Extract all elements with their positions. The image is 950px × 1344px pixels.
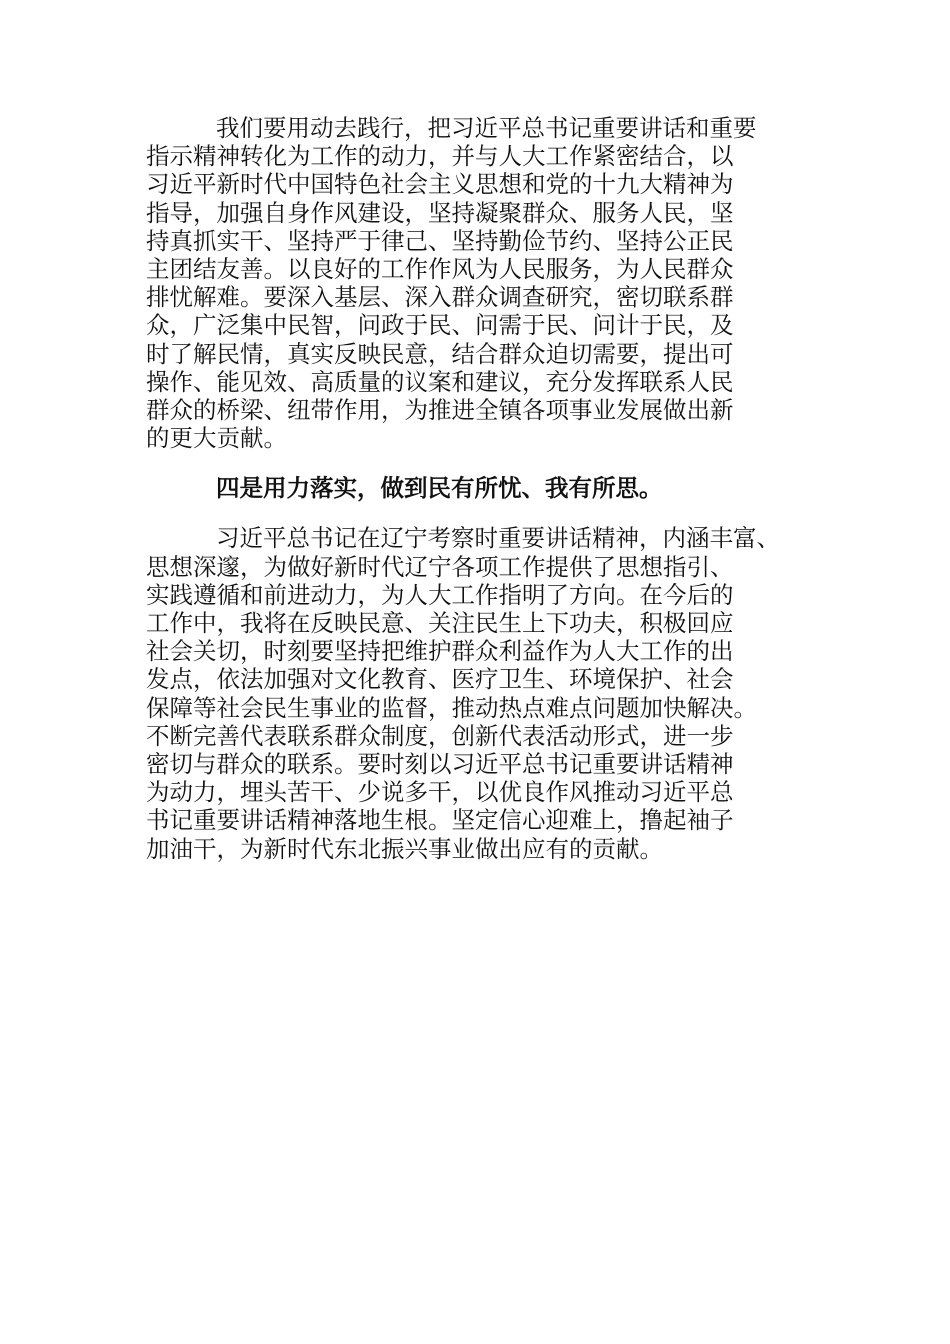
text-line: 指示精神转化为工作的动力，并与人大工作紧密结合，以 xyxy=(146,142,734,171)
text-line: 时了解民情，真实反映民意，结合群众迫切需要，提出可 xyxy=(146,339,734,368)
text-line: 加油干，为新时代东北振兴事业做出应有的贡献。 xyxy=(146,834,663,863)
text-line: 的更大贡献。 xyxy=(146,424,287,453)
text-line: 密切与群众的联系。要时刻以习近平总书记重要讲话精神 xyxy=(146,749,734,778)
text-line: 排忧解难。要深入基层、深入群众调查研究，密切联系群 xyxy=(146,283,734,312)
text-line: 思想深邃，为做好新时代辽宁各项工作提供了思想指引、 xyxy=(146,552,734,581)
text-line: 工作中，我将在反映民意、关注民生上下功夫，积极回应 xyxy=(146,609,734,637)
text-line: 操作、能见效、高质量的议案和建议，充分发挥联系人民 xyxy=(146,367,734,396)
text-line: 书记重要讲话精神落地生根。坚定信心迎难上，撸起袖子 xyxy=(146,806,734,835)
text-line: 实践遵循和前进动力，为人大工作指明了方向。在今后的 xyxy=(146,580,734,609)
text-line: 社会关切，时刻要坚持把维护群众利益作为人大工作的出 xyxy=(146,637,734,666)
text-line: 我们要用动去践行，把习近平总书记重要讲话和重要 xyxy=(216,114,757,142)
text-line: 指导，加强自身作风建设，坚持凝聚群众、服务人民，坚 xyxy=(146,198,734,227)
text-line: 主团结友善。以良好的工作作风为人民服务，为人民群众 xyxy=(146,254,734,283)
text-line: 众，广泛集中民智，问政于民、问需于民、问计于民，及 xyxy=(146,311,734,340)
heading-line: 四是用力落实，做到民有所忧、我有所思。 xyxy=(216,474,663,503)
text-line: 不断完善代表联系群众制度，创新代表活动形式，进一步 xyxy=(146,721,734,750)
text-line: 群众的桥梁、纽带作用，为推进全镇各项事业发展做出新 xyxy=(146,395,734,424)
text-line: 为动力，埋头苦干、少说多干，以优良作风推动习近平总 xyxy=(146,778,734,807)
text-line: 发点，依法加强对文化教育、医疗卫生、环境保护、社会 xyxy=(146,665,734,694)
text-line: 持真抓实干、坚持严于律己、坚持勤俭节约、坚持公正民 xyxy=(146,226,734,255)
text-line: 习近平总书记在辽宁考察时重要讲话精神，内涵丰富、 xyxy=(216,524,780,553)
body-paragraph xyxy=(146,114,816,452)
document-body xyxy=(146,114,816,863)
text-line: 保障等社会民生事业的监督，推动热点难点问题加快解决。 xyxy=(146,693,757,722)
text-line: 习近平新时代中国特色社会主义思想和党的十九大精神为 xyxy=(146,170,734,199)
body-paragraph xyxy=(146,524,816,862)
section-heading xyxy=(146,474,816,502)
